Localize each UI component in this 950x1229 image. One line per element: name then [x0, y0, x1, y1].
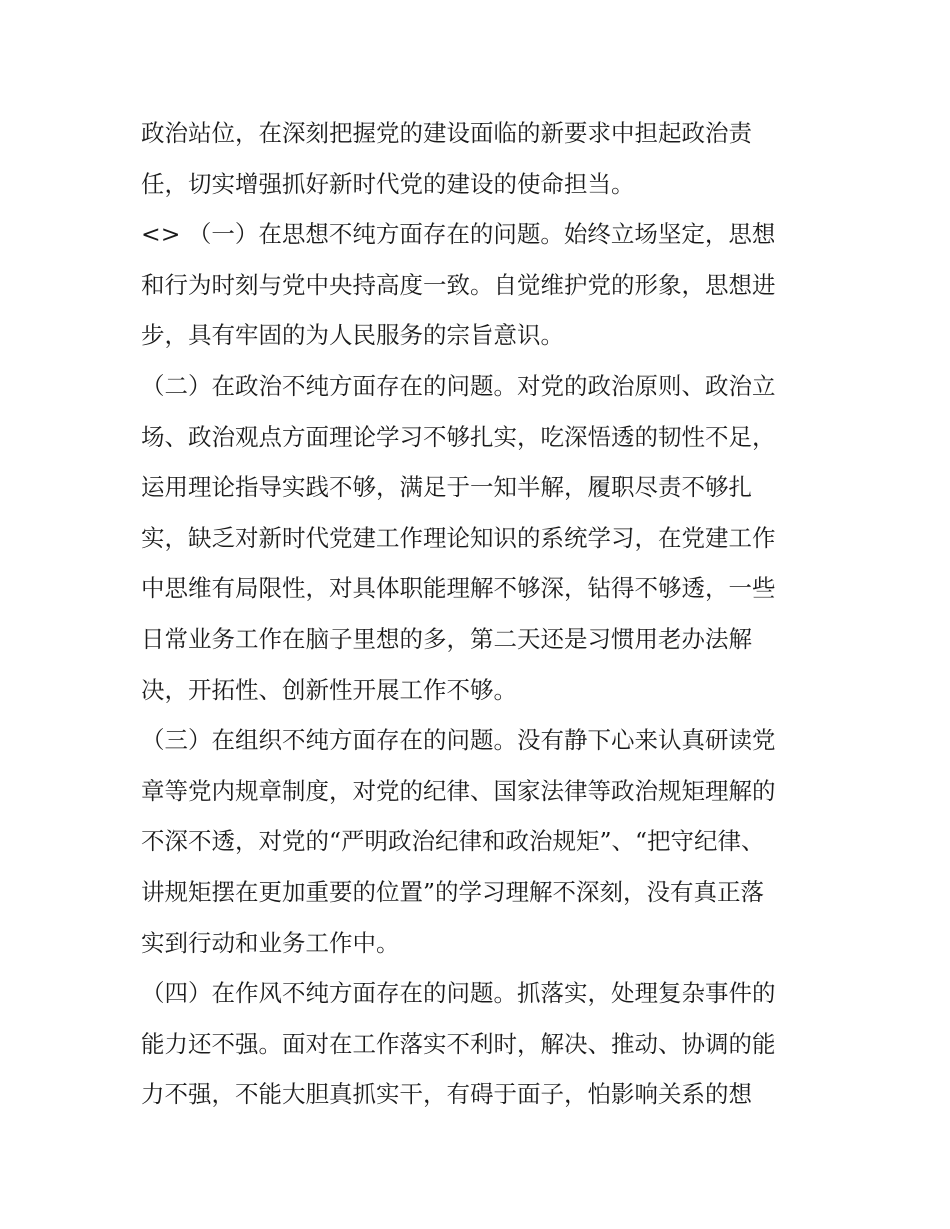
text-line: <> （一）在思想不纯方面存在的问题。始终立场坚定，思想 [141, 220, 776, 249]
text-line: 场、政治观点方面理论学习不够扎实，吃深悟透的韧性不足， [141, 422, 776, 451]
text-line: 不深不透，对党的“严明政治纪律和政治规矩”、“把守纪律、 [141, 827, 765, 856]
text-line: 步，具有牢固的为人民服务的宗旨意识。 [141, 321, 564, 350]
document-body [141, 108, 821, 1120]
text-line: 中思维有局限性，对具体职能理解不够深，钻得不够透，一些 [141, 574, 776, 603]
text-line: 日常业务工作在脑子里想的多，第二天还是习惯用老办法解 [141, 624, 752, 653]
text-line: 实到行动和业务工作中。 [141, 928, 400, 957]
text-line: 运用理论指导实践不够，满足于一知半解，履职尽责不够扎 [141, 473, 752, 502]
text-line: （三）在组织不纯方面存在的问题。没有静下心来认真研读党 [141, 726, 776, 755]
text-line: （二）在政治不纯方面存在的问题。对党的政治原则、政治立 [141, 371, 776, 400]
text-line: （四）在作风不纯方面存在的问题。抓落实，处理复杂事件的 [141, 979, 776, 1008]
text-line: 决，开拓性、创新性开展工作不够。 [141, 675, 517, 704]
text-line: 和行为时刻与党中央持高度一致。自觉维护党的形象，思想进 [141, 270, 776, 299]
text-line: 能力还不强。面对在工作落实不利时，解决、推动、协调的能 [141, 1029, 776, 1058]
text-line: 实，缺乏对新时代党建工作理论知识的系统学习，在党建工作 [141, 523, 776, 552]
text-line: 章等党内规章制度，对党的纪律、国家法律等政治规矩理解的 [141, 776, 776, 805]
text-line: 讲规矩摆在更加重要的位置”的学习理解不深刻，没有真正落 [141, 877, 765, 906]
text-line: 力不强，不能大胆真抓实干，有碍于面子，怕影响关系的想 [141, 1080, 752, 1109]
text-line: 任，切实增强抓好新时代党的建设的使命担当。 [141, 169, 635, 198]
text-line: 政治站位，在深刻把握党的建设面临的新要求中担起政治责 [141, 119, 752, 147]
